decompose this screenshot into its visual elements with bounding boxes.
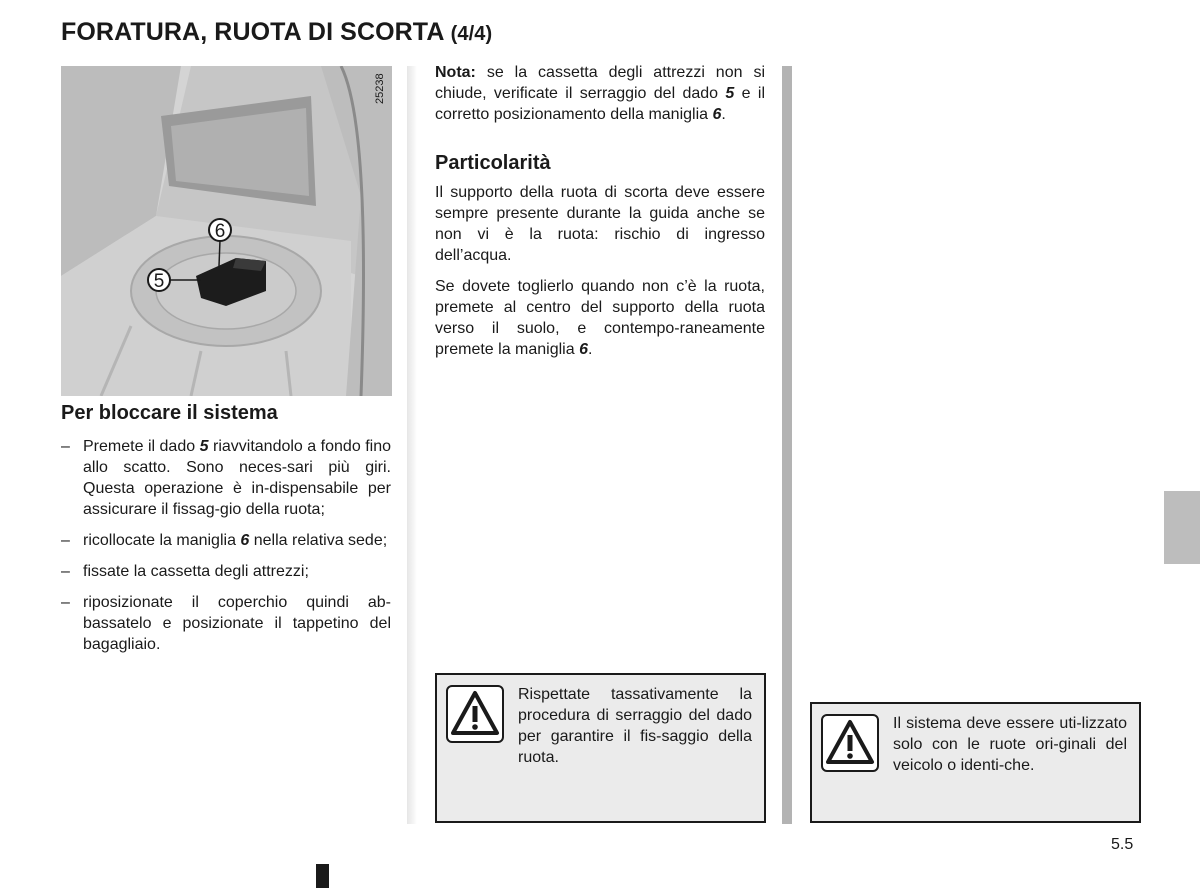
- page-title: FORATURA, RUOTA DI SCORTA (4/4): [61, 18, 493, 46]
- warning-triangle-icon: [446, 685, 504, 743]
- warning-text-middle: Rispettate tassativamente la procedura di serraggio del dado per garantire il fis-saggio della ruota.: [518, 686, 752, 766]
- trunk-illustration: [61, 66, 392, 396]
- page-number: 5.5: [1111, 836, 1134, 853]
- warning-box-right: [810, 702, 1141, 823]
- column-divider-left: [407, 66, 417, 824]
- left-column: [61, 402, 391, 665]
- warning-triangle-icon: [821, 714, 879, 772]
- note-paragraph: Nota: se la cassetta degli attrezzi non si chiude, verificate il serraggio del dado 5 e il corretto posizionamento della maniglia 6.: [435, 64, 765, 123]
- steps-list: [61, 436, 391, 655]
- chapter-tab: [1164, 491, 1200, 564]
- list-item: – riposizionate il coperchio quindi ab-bassatelo e posizionate il tappetino del bagagliaio.: [61, 594, 391, 653]
- particularities-paragraph-2: Se dovete toglierlo quando non c’è la ruota, premete al centro del supporto della ruota verso il suolo, e contempo-raneamente premete la maniglia 6.: [435, 278, 765, 358]
- list-item: – fissate la cassetta degli attrezzi;: [61, 563, 309, 580]
- warning-text-right: Il sistema deve essere uti-lizzato solo con le ruote ori-ginali del veicolo o identi-che.: [893, 715, 1127, 774]
- trunk-figure: [61, 66, 392, 396]
- column-divider-middle: [782, 66, 792, 824]
- left-heading: Per bloccare il sistema: [61, 402, 278, 424]
- callout-6-label: 6: [214, 221, 226, 242]
- page-title-suffix: (4/4): [450, 23, 493, 45]
- list-item: – ricollocate la maniglia 6 nella relativa sede;: [61, 532, 388, 549]
- particularities-paragraph-1: Il supporto della ruota di scorta deve essere sempre presente durante la guida anche se non vi è la ruota: rischio di ingresso dell’acqua.: [435, 184, 765, 264]
- figure-code: 25238: [374, 73, 386, 104]
- crop-mark: [316, 864, 329, 888]
- middle-column: [435, 62, 765, 370]
- callout-5-label: 5: [153, 271, 165, 292]
- warning-box-middle: [435, 673, 766, 823]
- list-item: – Premete il dado 5 riavvitandolo a fondo fino allo scatto. Sono neces-sari più giri. Questa operazione è in-dispensabile per assicurare il fissag-gio della ruota;: [61, 438, 391, 518]
- particularities-heading: Particolarità: [435, 152, 551, 174]
